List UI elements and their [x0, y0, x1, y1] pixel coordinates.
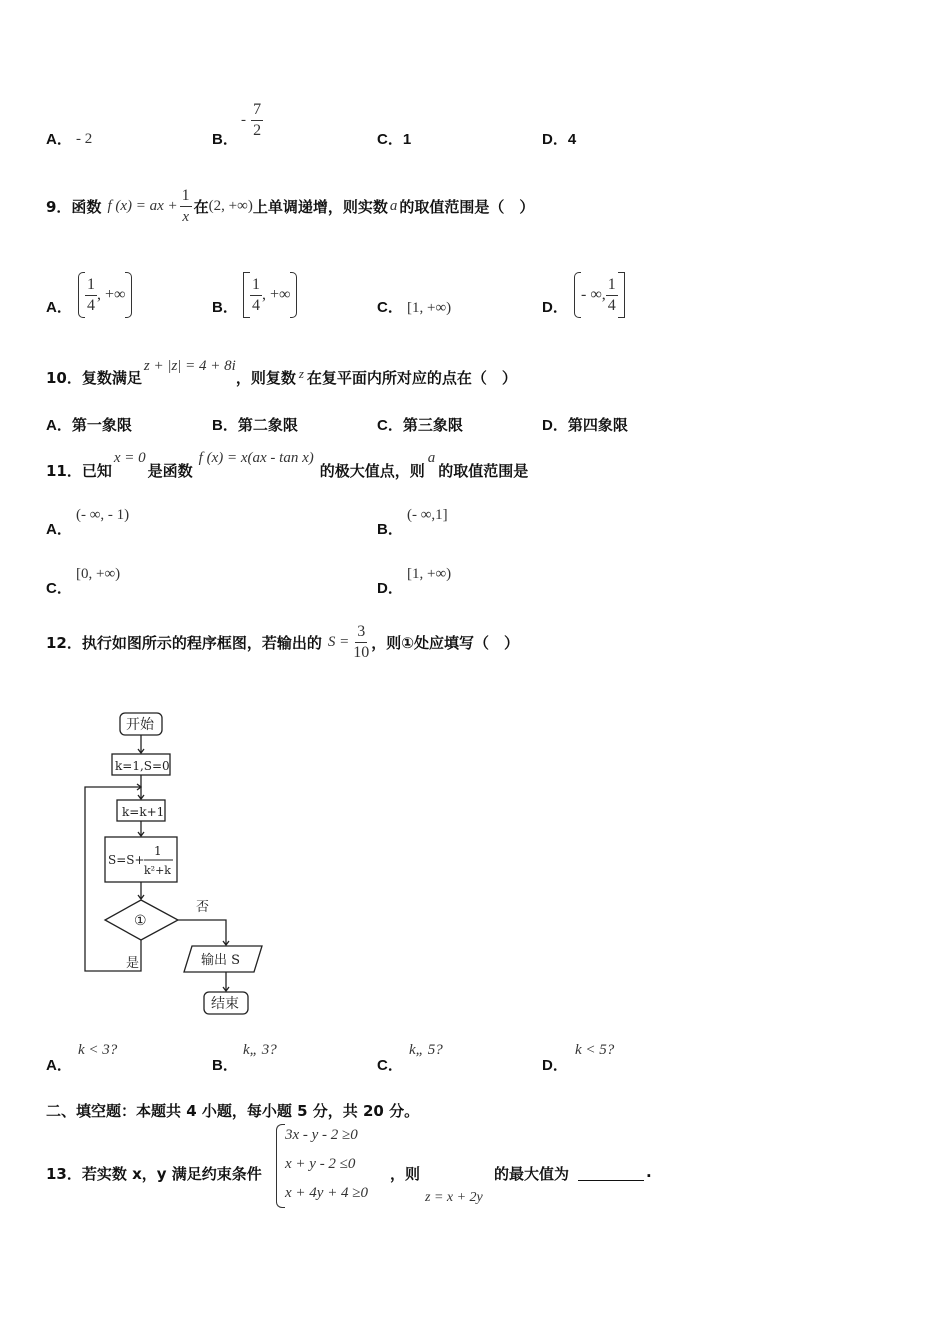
flow-step-text: k=k+1: [122, 805, 165, 819]
q11-stem: 11．已知 x = 0 是函数 f (x) = x(ax - tan x) 的极大值点，则 a 的取值范围是: [46, 450, 529, 480]
flow-output-text: 输出 S: [201, 953, 241, 968]
q9-option-a-label: A．: [46, 299, 72, 316]
q9-option-b-label: B．: [212, 299, 238, 316]
q12-option-b-label: B．: [212, 1057, 238, 1074]
q8-option-d: D．4: [542, 131, 577, 148]
flow-no-label: 否: [196, 900, 210, 915]
constraint-2: x + y - 2 ≤0: [285, 1156, 356, 1172]
q9-option-c-value: [1, +∞): [407, 300, 452, 316]
q13-end: .: [646, 1163, 652, 1181]
section-heading: 二、填空题：本题共 4 小题，每小题 5 分，共 20 分。: [46, 1102, 420, 1120]
q12-option-d-label: D．: [542, 1057, 568, 1074]
q11-option-d-value: [1, +∞): [407, 566, 452, 582]
q10-stem: 10．复数满足 z + |z| = 4 + 8i ，则复数 z 在复平面内所对应的点在（ ）: [46, 358, 517, 387]
q10-option-b: B．第二象限: [212, 417, 298, 434]
flow-decision-text: ①: [134, 913, 147, 929]
constraint-brace: [276, 1124, 285, 1208]
q9-option-c-label: C．: [377, 299, 403, 316]
q12-option-a-value: k < 3?: [78, 1042, 118, 1058]
q11-option-c-value: [0, +∞): [76, 566, 121, 582]
q9-stem: 9．函数 f (x) = ax + $\frac{1}{x}$ 在 (2, +∞) 上单调递增，则实数 a 的取值范围是（ ）: [46, 187, 535, 225]
q9-option-d-label: D．: [542, 299, 568, 316]
flowchart: [80, 705, 280, 1025]
q13-mid: ，则: [390, 1165, 421, 1183]
q13-objective: z = x + 2y: [425, 1190, 483, 1205]
q12-option-c-value: k„ 5?: [409, 1042, 443, 1058]
q9-option-a-value: $\frac{1}{4}$ , +∞: [78, 272, 132, 318]
q8-option-a-value: - 2: [76, 131, 93, 147]
flow-start-text: 开始: [126, 717, 154, 733]
flow-yes-label: 是: [126, 956, 140, 971]
flow-update-lhs: S=S+: [108, 853, 145, 867]
q12-option-c-label: C．: [377, 1057, 403, 1074]
flow-update-den: k²+k: [144, 864, 171, 877]
q10-option-d: D．第四象限: [542, 417, 628, 434]
q8-option-c: C．1: [377, 131, 412, 148]
q10-option-a: A．第一象限: [46, 417, 132, 434]
flow-init-text: k=1,S=0: [115, 759, 170, 773]
q13-answer-blank[interactable]: [578, 1166, 644, 1181]
q11-option-a-label: A．: [46, 521, 72, 538]
q8-option-a-label: A．: [46, 131, 72, 148]
q9-option-d-value: - ∞, $\frac{1}{4}$: [574, 272, 625, 318]
q12-option-d-value: k < 5?: [575, 1042, 615, 1058]
q12-option-a-label: A．: [46, 1057, 72, 1074]
q8-option-b-value: - $\frac{7}{2}$: [241, 101, 262, 139]
q13-stem: 13．若实数 x，y 满足约束条件: [46, 1165, 262, 1183]
flow-end-text: 结束: [211, 996, 239, 1012]
constraint-3: x + 4y + 4 ≥0: [285, 1185, 369, 1201]
q11-option-d-label: D．: [377, 580, 403, 597]
q10-option-c: C．第三象限: [377, 417, 463, 434]
q13-tail: 的最大值为: [494, 1165, 570, 1183]
q11-option-b-label: B．: [377, 521, 403, 538]
q11-option-b-value: (- ∞,1]: [407, 507, 448, 523]
q8-option-b-label: B．: [212, 131, 238, 148]
q11-option-c-label: C．: [46, 580, 72, 597]
q12-option-b-value: k„ 3?: [243, 1042, 277, 1058]
constraint-1: 3x - y - 2 ≥0: [285, 1127, 358, 1143]
q9-option-b-value: $\frac{1}{4}$ , +∞: [243, 272, 297, 318]
q12-stem: 12．执行如图所示的程序框图，若输出的 S = $\frac{3}{10}$ ，则①处应填写（ ）: [46, 623, 519, 661]
flow-update-num: 1: [154, 844, 162, 858]
q11-option-a-value: (- ∞, - 1): [76, 507, 130, 523]
